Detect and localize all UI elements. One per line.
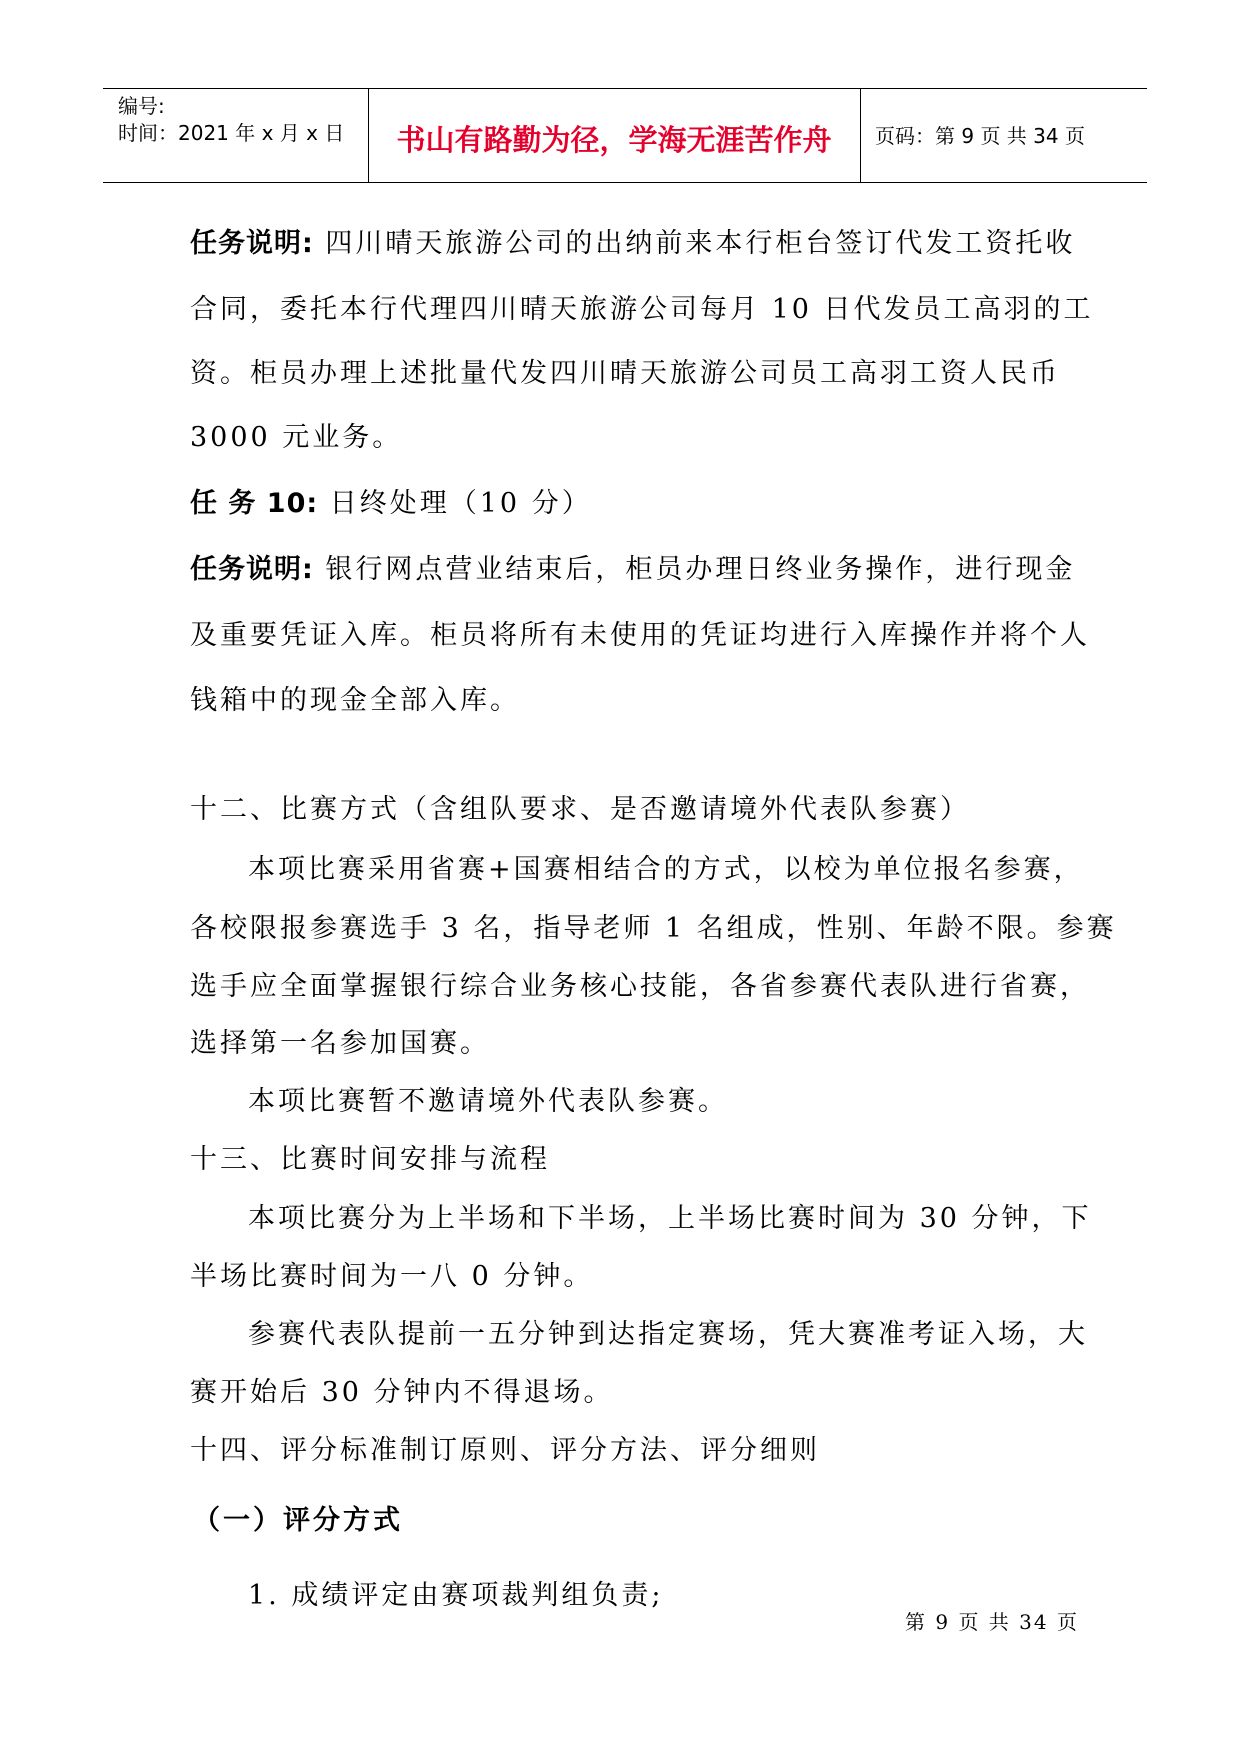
task-description-text: 四川晴天旅游公司的出纳前来本行柜台签订代发工资托收 (313, 228, 1076, 259)
task-description-text: 银行网点营业结束后，柜员办理日终业务操作，进行现金 (313, 554, 1076, 585)
header-time-label: 时间：2021 年 x 月 x 日 (118, 121, 345, 145)
section-12-paragraph-1-line-1: 本项比赛采用省赛+国赛相结合的方式，以校为单位报名参赛， (248, 854, 1084, 885)
task-description-1-line-2: 合同，委托本行代理四川晴天旅游公司每月 10 日代发员工高羽的工 (190, 294, 1094, 325)
task-10-label: 任 务 10: (190, 488, 319, 519)
header-number-label: 编号: (118, 94, 165, 118)
section-12-paragraph-1-line-3: 选手应全面掌握银行综合业务核心技能，各省参赛代表队进行省赛， (190, 971, 1090, 1002)
task-description-1-line-4: 3000 元业务。 (190, 422, 403, 453)
section-12-paragraph-1-line-2: 各校限报参赛选手 3 名，指导老师 1 名组成，性别、年龄不限。参赛 (190, 913, 1117, 944)
task-10-text: 日终处理（10 分） (318, 488, 592, 519)
task-description-label: 任务说明: (190, 228, 314, 259)
section-14-title: 十四、评分标准制订原则、评分方法、评分细则 (190, 1435, 820, 1466)
task-10-heading (190, 487, 592, 521)
section-13-paragraph-1-line-2: 半场比赛时间为一八 0 分钟。 (190, 1261, 594, 1292)
section-13-title: 十三、比赛时间安排与流程 (190, 1144, 550, 1175)
section-12-paragraph-2: 本项比赛暂不邀请境外代表队参赛。 (248, 1086, 728, 1117)
section-12-title: 十二、比赛方式（含组队要求、是否邀请境外代表队参赛） (190, 794, 970, 825)
list-item-1: 1. 成绩评定由赛项裁判组负责; (248, 1580, 664, 1611)
task-description-1-line-3: 资。柜员办理上述批量代发四川晴天旅游公司员工高羽工资人民币 (190, 358, 1060, 389)
section-12-paragraph-1-line-4: 选择第一名参加国赛。 (190, 1028, 490, 1059)
subsection-1-title: （一）评分方式 (193, 1505, 403, 1536)
header-top-rule (103, 88, 1147, 89)
header-divider-right (860, 89, 861, 182)
header-bottom-rule (103, 182, 1147, 183)
task-description-1-line-1 (190, 227, 1075, 261)
header-motto: 书山有路勤为径，学海无涯苦作舟 (396, 123, 832, 157)
task-description-label: 任务说明: (190, 554, 314, 585)
header-page-label: 页码：第 9 页 共 34 页 (875, 124, 1085, 148)
task-description-2-line-1 (190, 553, 1075, 587)
section-13-paragraph-1-line-1: 本项比赛分为上半场和下半场，上半场比赛时间为 30 分钟，下 (248, 1203, 1092, 1234)
section-13-paragraph-2-line-1: 参赛代表队提前一五分钟到达指定赛场，凭大赛准考证入场，大 (248, 1319, 1088, 1350)
footer-page-number: 第 9 页 共 34 页 (905, 1610, 1079, 1634)
task-description-2-line-2: 及重要凭证入库。柜员将所有未使用的凭证均进行入库操作并将个人 (190, 620, 1090, 651)
section-13-paragraph-2-line-2: 赛开始后 30 分钟内不得退场。 (190, 1377, 614, 1408)
task-description-2-line-3: 钱箱中的现金全部入库。 (190, 685, 520, 716)
